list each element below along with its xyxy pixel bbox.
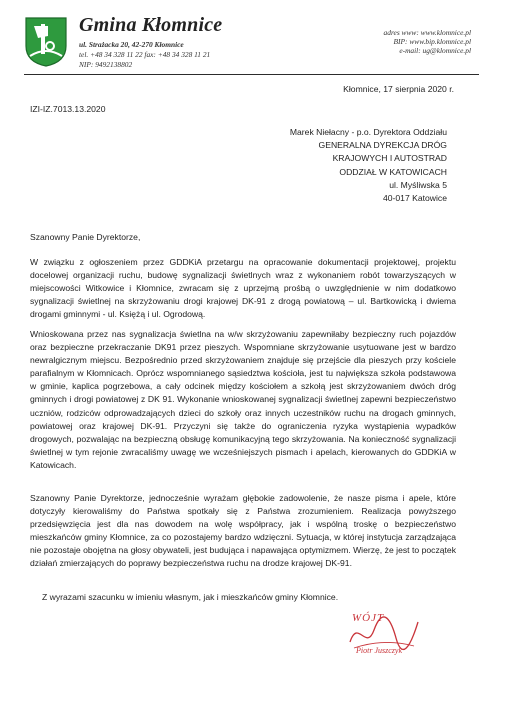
- recipient-line: KRAJOWYCH I AUTOSTRAD: [332, 153, 447, 164]
- letter-date: Kłomnice, 17 sierpnia 2020 r.: [343, 84, 454, 94]
- closing-line: Z wyrazami szacunku w imieniu własnym, jak i mieszkańców gminy Kłomnice.: [42, 592, 339, 602]
- body-paragraph: Szanowny Panie Dyrektorze, jednocześnie wyrażam głębokie zadowolenie, że nasze pisma i apele, które dotyczyły kierowaliśmy do Państwa spotkały się z Państwa zrozumieniem. Realizacja powyższego przedsięwzięcia jest dla nas dowodem na wolę współpracy, jak i wspólną troskę o bezpieczeństwo mieszkańców gminy Kłomnice, za co pozostajemy bardzo wdzięczni. Sytuacja, w której instytucja zarządzająca nie pozostaje obojętna na głosy obywateli, jest budująca i napawająca optymizmem. Wierzę, że jest to początek działań zmierzających do poprawy bezpieczeństwa ruchu na drodze krajowej DK-91.: [30, 493, 456, 569]
- body-paragraph: W związku z ogłoszeniem przez GDDKiA przetargu na opracowanie dokumentacji projektowej, projektu docelowej organizacji ruchu, budowę sygnalizacji świetlnych wraz z wykonaniem robót towarzyszących w miejscowości Witkowice i Kłomnice, zwracam się z uprzejmą prośbą o uwzględnienie w nim dodatkowo sygnalizacji świetlnej na skrzyżowaniu drogi krajowej DK-91 z drogą powiatową – ul. Bartkowicką i dwiema drogami gminnymi - ul. Księżą i ul. Ogrodową.: [30, 257, 456, 320]
- org-address: ul. Strażacka 20, 42-270 Kłomnice: [79, 40, 184, 49]
- header-divider: [24, 74, 479, 75]
- recipient-line: ul. Myśliwska 5: [389, 179, 447, 190]
- org-nip: NIP: 9492138802: [79, 60, 133, 69]
- recipient-line: GENERALNA DYREKCJA DRÓG: [318, 140, 447, 151]
- contact-email[interactable]: e-mail: ug@klomnice.pl: [399, 46, 471, 55]
- greeting: Szanowny Panie Dyrektorze,: [30, 232, 141, 242]
- org-name: Gmina Kłomnice: [79, 14, 223, 36]
- recipient-block: [290, 126, 447, 205]
- recipient-line: Marek Niełacny - p.o. Dyrektora Oddziału: [289, 127, 447, 137]
- stamp-title: WÓJT: [352, 612, 385, 624]
- recipient-line: 40-017 Katowice: [382, 193, 447, 204]
- body-paragraph: Wnioskowana przez nas sygnalizacja świetlna na w/w skrzyżowaniu zapewniłaby bezpieczny ruch pojazdów oraz bezpieczne przekraczanie DK91 przez pieszych. Wspomniane skrzyżowanie usytuowane jest w bardzo newralgicznym miejscu. Bezpośrednio przed skrzyżowaniem znajduje się przejście dla pieszych przy kościele parafialnym w Kłomnicach. Oprócz wspomnianego sąsiedztwa kościoła, jest tu największa szkoła podstawowa w gminie, kaplica pogrzebowa, a cały odcinek między kościołem a szkołą jest skrzyżowaniem dwóch dróg gminnych i drogi powiatowej z DK 91. Wykonanie wnioskowanej sygnalizacji świetlnej zapewni bezpieczeństwo uczniów, rodziców odprowadzających dzieci do szkoły oraz innych uczestników ruchu na drogach gminnych, powiatowej oraz krajowej DK-91. Przyczyni się także do ograniczenia ryzyka wystąpienia wypadków drogowych, pozwalając na bezpieczną obsługę komunikacyjną tego skrzyżowania. Na konieczność sygnalizacji świetlnej w tym rejonie zwracaliśmy uwagę we wcześniejszych pismach i apelach, kierowanych do GDDKiA w Katowicach.: [30, 329, 456, 470]
- contact-www[interactable]: adres www: www.klomnice.pl: [383, 28, 471, 37]
- recipient-line: ODDZIAŁ W KATOWICACH: [339, 166, 447, 177]
- letter-reference: IZI-IZ.7013.13.2020: [30, 104, 106, 114]
- org-phones: tel. +48 34 328 11 22 fax: +48 34 328 11 21: [79, 50, 211, 59]
- municipal-coat-of-arms-icon: [24, 16, 68, 68]
- contact-bip[interactable]: BIP: www.bip.klomnice.pl: [393, 37, 471, 46]
- stamp-name: Piotr Juszczyk: [356, 646, 402, 655]
